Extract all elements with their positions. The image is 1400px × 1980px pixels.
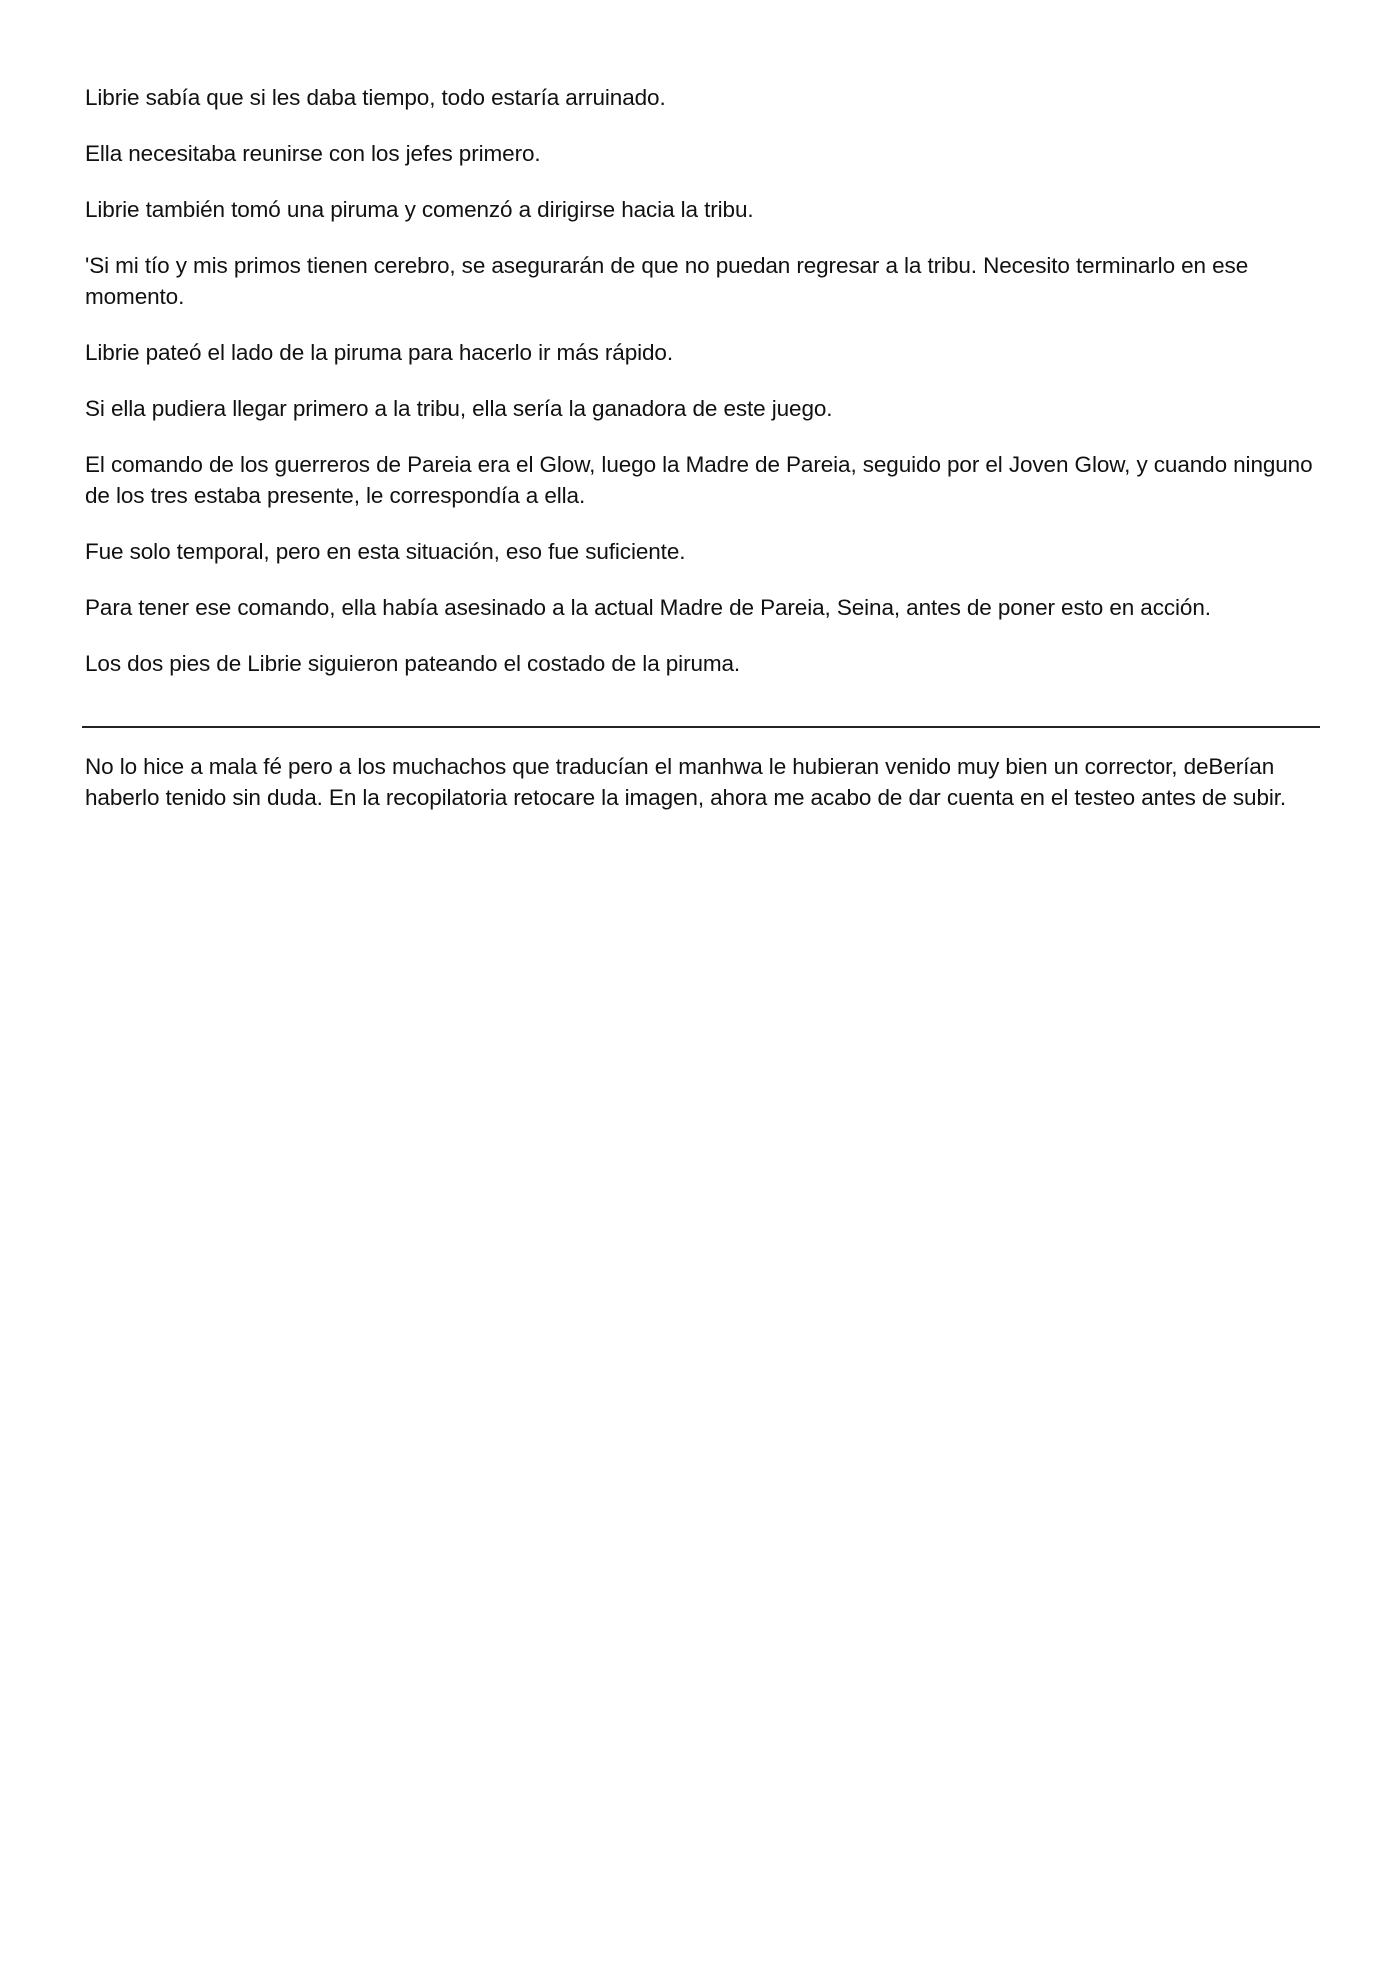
story-paragraph: El comando de los guerreros de Pareia era el Glow, luego la Madre de Pareia, seguido por el Joven Glow, y cuando ninguno de los tres estaba presente, le correspondía a ella. xyxy=(85,452,1313,508)
document-content xyxy=(85,82,1321,813)
story-paragraph: Librie también tomó una piruma y comenzó a dirigirse hacia la tribu. xyxy=(85,197,754,222)
story-paragraph: Fue solo temporal, pero en esta situación, eso fue suficiente. xyxy=(85,539,686,564)
translator-note: No lo hice a mala fé pero a los muchachos que traducían el manhwa le hubieran venido muy bien un corrector, deBerían haberlo tenido sin duda. En la recopilatoria retocare la imagen, ahora me acabo de dar cuenta en el testeo antes de subir. xyxy=(85,754,1287,810)
story-paragraph: Librie sabía que si les daba tiempo, todo estaría arruinado. xyxy=(85,85,666,110)
story-paragraph: 'Si mi tío y mis primos tienen cerebro, se asegurarán de que no puedan regresar a la tribu. Necesito terminarlo en ese momento. xyxy=(85,253,1249,309)
story-paragraph: Para tener ese comando, ella había asesinado a la actual Madre de Pareia, Seina, antes de poner esto en acción. xyxy=(85,595,1211,620)
story-paragraph: Ella necesitaba reunirse con los jefes primero. xyxy=(85,141,541,166)
story-paragraph: Librie pateó el lado de la piruma para hacerlo ir más rápido. xyxy=(85,340,673,365)
story-paragraph: Los dos pies de Librie siguieron pateando el costado de la piruma. xyxy=(85,651,741,676)
section-divider xyxy=(82,726,1320,728)
story-paragraph: Si ella pudiera llegar primero a la tribu, ella sería la ganadora de este juego. xyxy=(85,396,833,421)
